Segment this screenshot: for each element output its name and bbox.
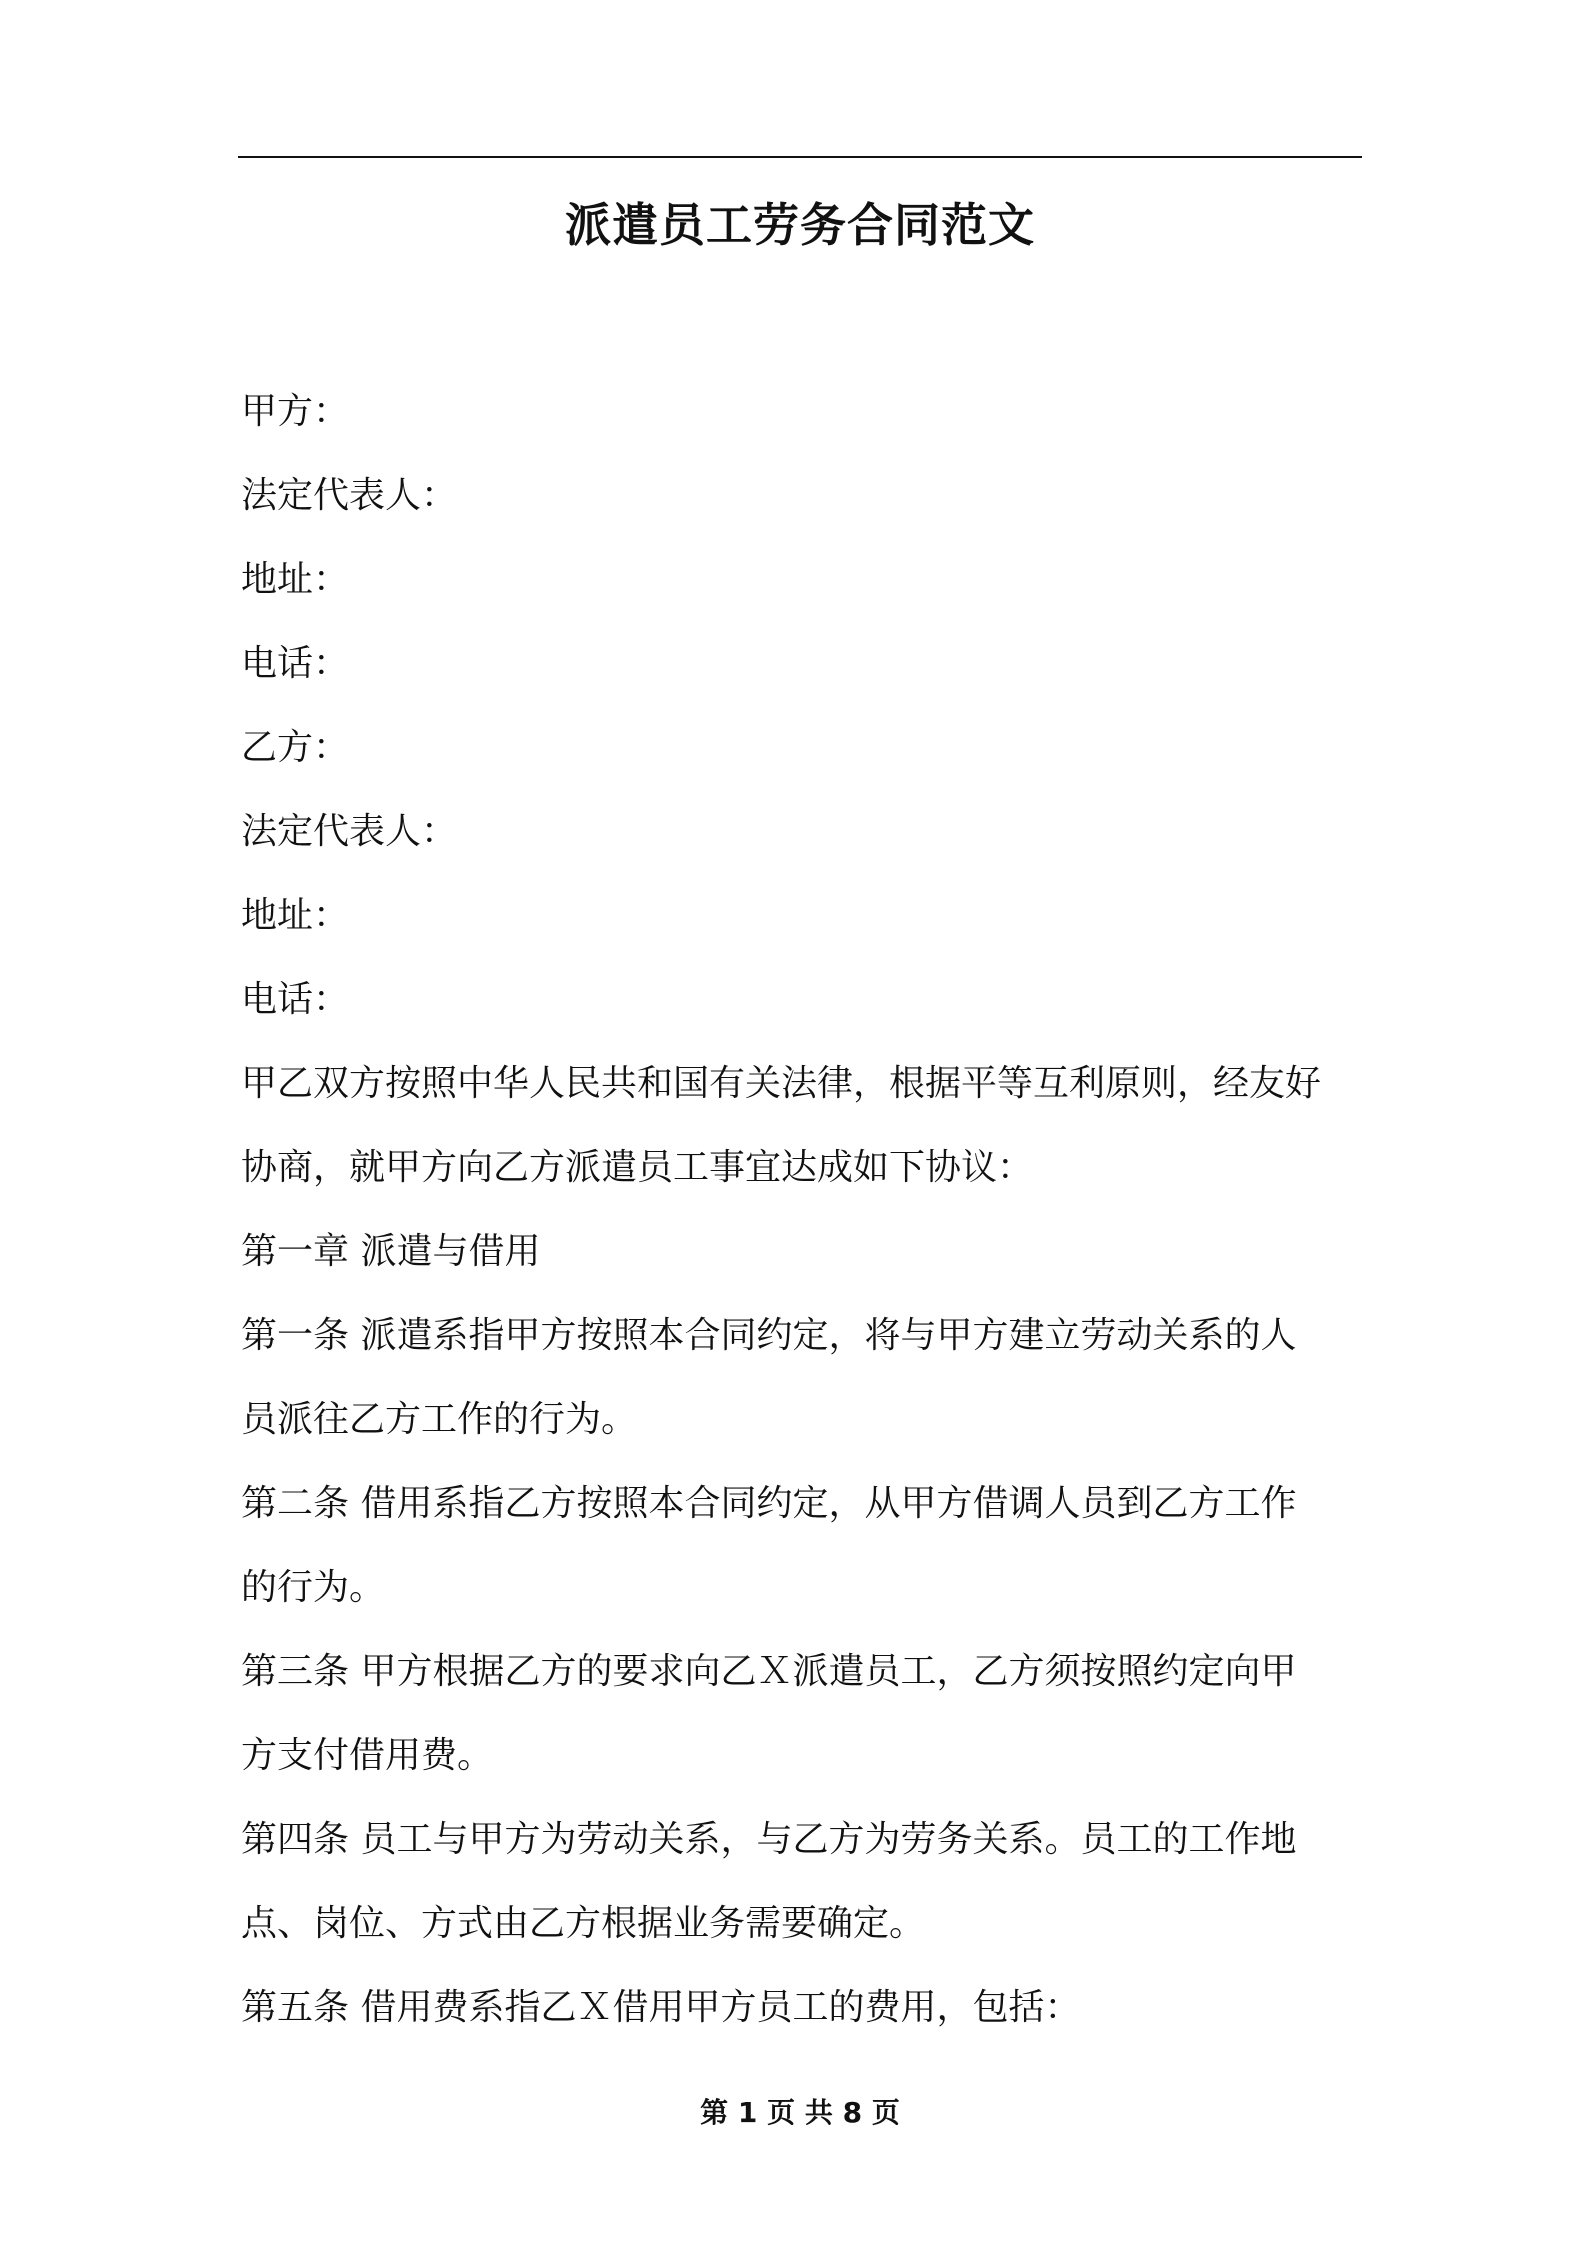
article-4-line-1: 第四条 员工与甲方为劳动关系，与乙方为劳务关系。员工的工作地 <box>241 1819 1297 1860</box>
header-rule <box>238 156 1362 158</box>
party-b-address-label: 地址： <box>241 895 350 936</box>
preamble-line-2: 协商，就甲方向乙方派遣员工事宜达成如下协议： <box>241 1147 1034 1188</box>
party-a-legal-rep-label: 法定代表人： <box>241 475 458 516</box>
party-b-legal-rep-label: 法定代表人： <box>241 811 458 852</box>
party-a-address-label: 地址： <box>241 559 350 600</box>
article-3-line-2: 方支付借用费。 <box>241 1735 494 1776</box>
preamble-line-1: 甲乙双方按照中华人民共和国有关法律，根据平等互利原则，经友好 <box>241 1063 1322 1104</box>
article-2-line-2: 的行为。 <box>241 1567 386 1608</box>
article-1-line-2: 员派往乙方工作的行为。 <box>241 1399 638 1440</box>
page-number-footer: 第 1 页 共 8 页 <box>700 2096 900 2129</box>
party-b-label: 乙方： <box>241 727 350 768</box>
document-body <box>241 370 1361 2050</box>
article-1-line-1: 第一条 派遣系指甲方按照本合同约定，将与甲方建立劳动关系的人 <box>241 1315 1297 1356</box>
article-3-line-1: 第三条 甲方根据乙方的要求向乙Ｘ派遣员工，乙方须按照约定向甲 <box>241 1651 1297 1692</box>
party-a-phone-label: 电话： <box>241 643 350 684</box>
article-4-line-2: 点、岗位、方式由乙方根据业务需要确定。 <box>241 1903 926 1944</box>
document-title: 派遣员工劳务合同范文 <box>565 198 1035 252</box>
party-b-phone-label: 电话： <box>241 979 350 1020</box>
chapter-1-heading: 第一章 派遣与借用 <box>241 1231 541 1272</box>
article-2-line-1: 第二条 借用系指乙方按照本合同约定，从甲方借调人员到乙方工作 <box>241 1483 1297 1524</box>
party-a-label: 甲方： <box>241 391 350 432</box>
article-5-line-1: 第五条 借用费系指乙Ｘ借用甲方员工的费用，包括： <box>241 1987 1081 2028</box>
